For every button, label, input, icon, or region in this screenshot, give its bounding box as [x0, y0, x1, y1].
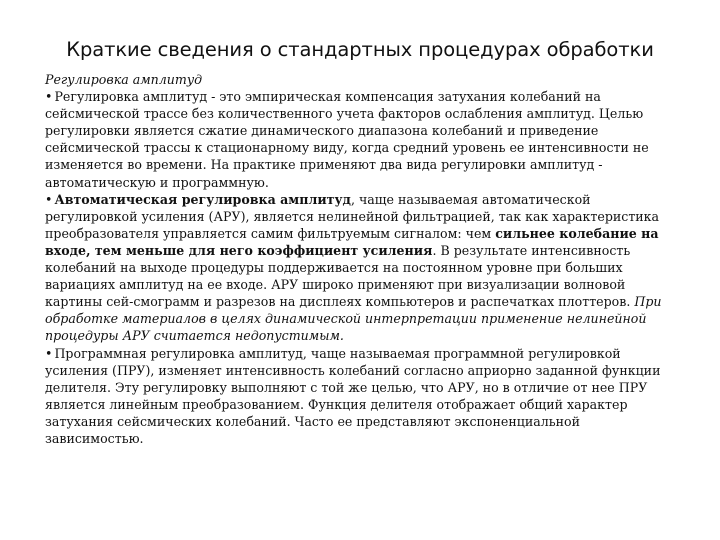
paragraph-programmed — [45, 345, 675, 448]
paragraph-definition-text: Регулировка амплитуд - это эмпирическая компенсация затухания колебаний на сейсмической трассе без количественного учета факторов ослабления амплитуд. Целью регулировки является сжатие динамического диапазона колебаний и приведение сейсмической трассы к стационарному виду, когда средний уровень ее интенсивности не изменяется во времени. На практике применяют два вида регулировки амплитуд - автоматическую и программную. — [45, 89, 649, 190]
agc-emphasis: сильнее колебание на входе, тем меньше для него коэффициент усиления — [45, 225, 659, 258]
slide-title: Краткие сведения о стандартных процедурах обработки — [66, 38, 654, 61]
paragraph-definition — [45, 88, 675, 191]
slide-body — [45, 71, 675, 447]
slide-subtitle: Регулировка амплитуд — [45, 72, 203, 87]
bullet: • — [45, 345, 53, 361]
agc-text-2: . В результате интенсивность колебаний на выходе процедуры поддерживается на постоянном уровне при больших вариациях амплитуд на ее входе. АРУ широко применяют при визуализации волновой картины сей-смограмм и разрезов на дисплеях компьютеров и распечатках плоттеров. — [45, 242, 631, 310]
paragraph-agc — [45, 191, 675, 345]
bullet: • — [45, 89, 53, 105]
agc-warning: При обработке материалов в целях динамической интерпретации применение нелинейной процедуры АРУ считается недопустимым. — [45, 294, 662, 344]
bullet: • — [45, 191, 53, 207]
agc-text-1: , чаще называемая автоматической регулировкой усиления (АРУ), является нелинейной фильтрацией, так как характеристика преобразователя управляется самим фильтруемым сигналом: чем — [45, 191, 660, 241]
paragraph-programmed-text: Программная регулировка амплитуд, чаще называемая программной регулировкой усиления (ПРУ), изменяет интенсивность колебаний согласно априорно заданной функции делителя. Эту регулировку выполняют с той же целью, что АРУ, но в отличие от нее ПРУ является линейным преобразованием. Функция делителя отображает общий характер затухания сейсмических колебаний. Часто ее представляют экспоненциальной зависимостью. — [45, 345, 661, 446]
agc-term: Автоматическая регулировка амплитуд — [54, 191, 351, 207]
